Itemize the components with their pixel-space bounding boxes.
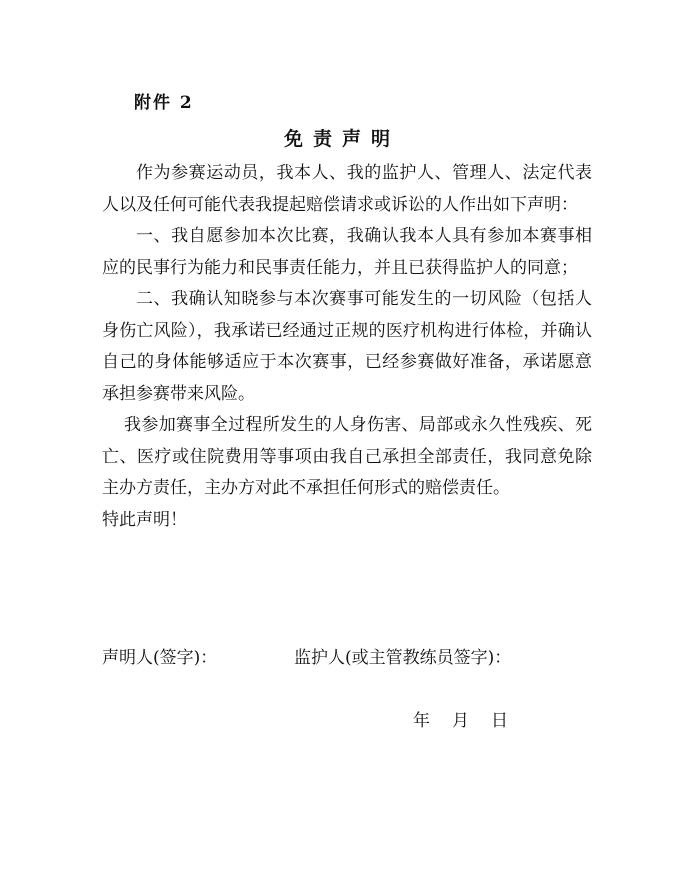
date-line [413, 706, 508, 731]
date-year-label: 年 [413, 711, 430, 731]
paragraph-closing: 特此声明！ [102, 509, 187, 530]
date-day-label: 日 [491, 711, 508, 731]
document-title: 免责声明 [283, 128, 400, 150]
paragraph-preamble: 作为参赛运动员，我本人、我的监护人、管理人、法定代表人以及任何可能代表我提起赔偿请求或诉讼的人作出如下声明： [102, 163, 592, 215]
document-body [102, 158, 592, 536]
paragraph-clause-one: 一、我自愿参加本次比赛，我确认我本人具有参加本赛事相应的民事行为能力和民事责任能力，并且已获得监护人的同意； [102, 226, 592, 278]
attachment-label: 附件 2 [134, 93, 194, 113]
declarant-signature-label: 声明人(签字)： [102, 648, 218, 668]
paragraph-liability: 我参加赛事全过程所发生的人身伤害、局部或永久性残疾、死亡、医疗或住院费用等事项由我自己承担全部责任，我同意免除主办方责任，主办方对此不承担任何形式的赔偿责任。 [102, 415, 592, 498]
date-month-label: 月 [452, 711, 469, 731]
guardian-signature-label: 监护人(或主管教练员签字)： [294, 648, 512, 668]
paragraph-clause-two: 二、我确认知晓参与本次赛事可能发生的一切风险（包括人身伤亡风险），我承诺已经通过正规的医疗机构进行体检，并确认自己的身体能够适应于本次赛事，已经参赛做好准备，承诺愿意承担参赛带来风险。 [102, 289, 592, 404]
